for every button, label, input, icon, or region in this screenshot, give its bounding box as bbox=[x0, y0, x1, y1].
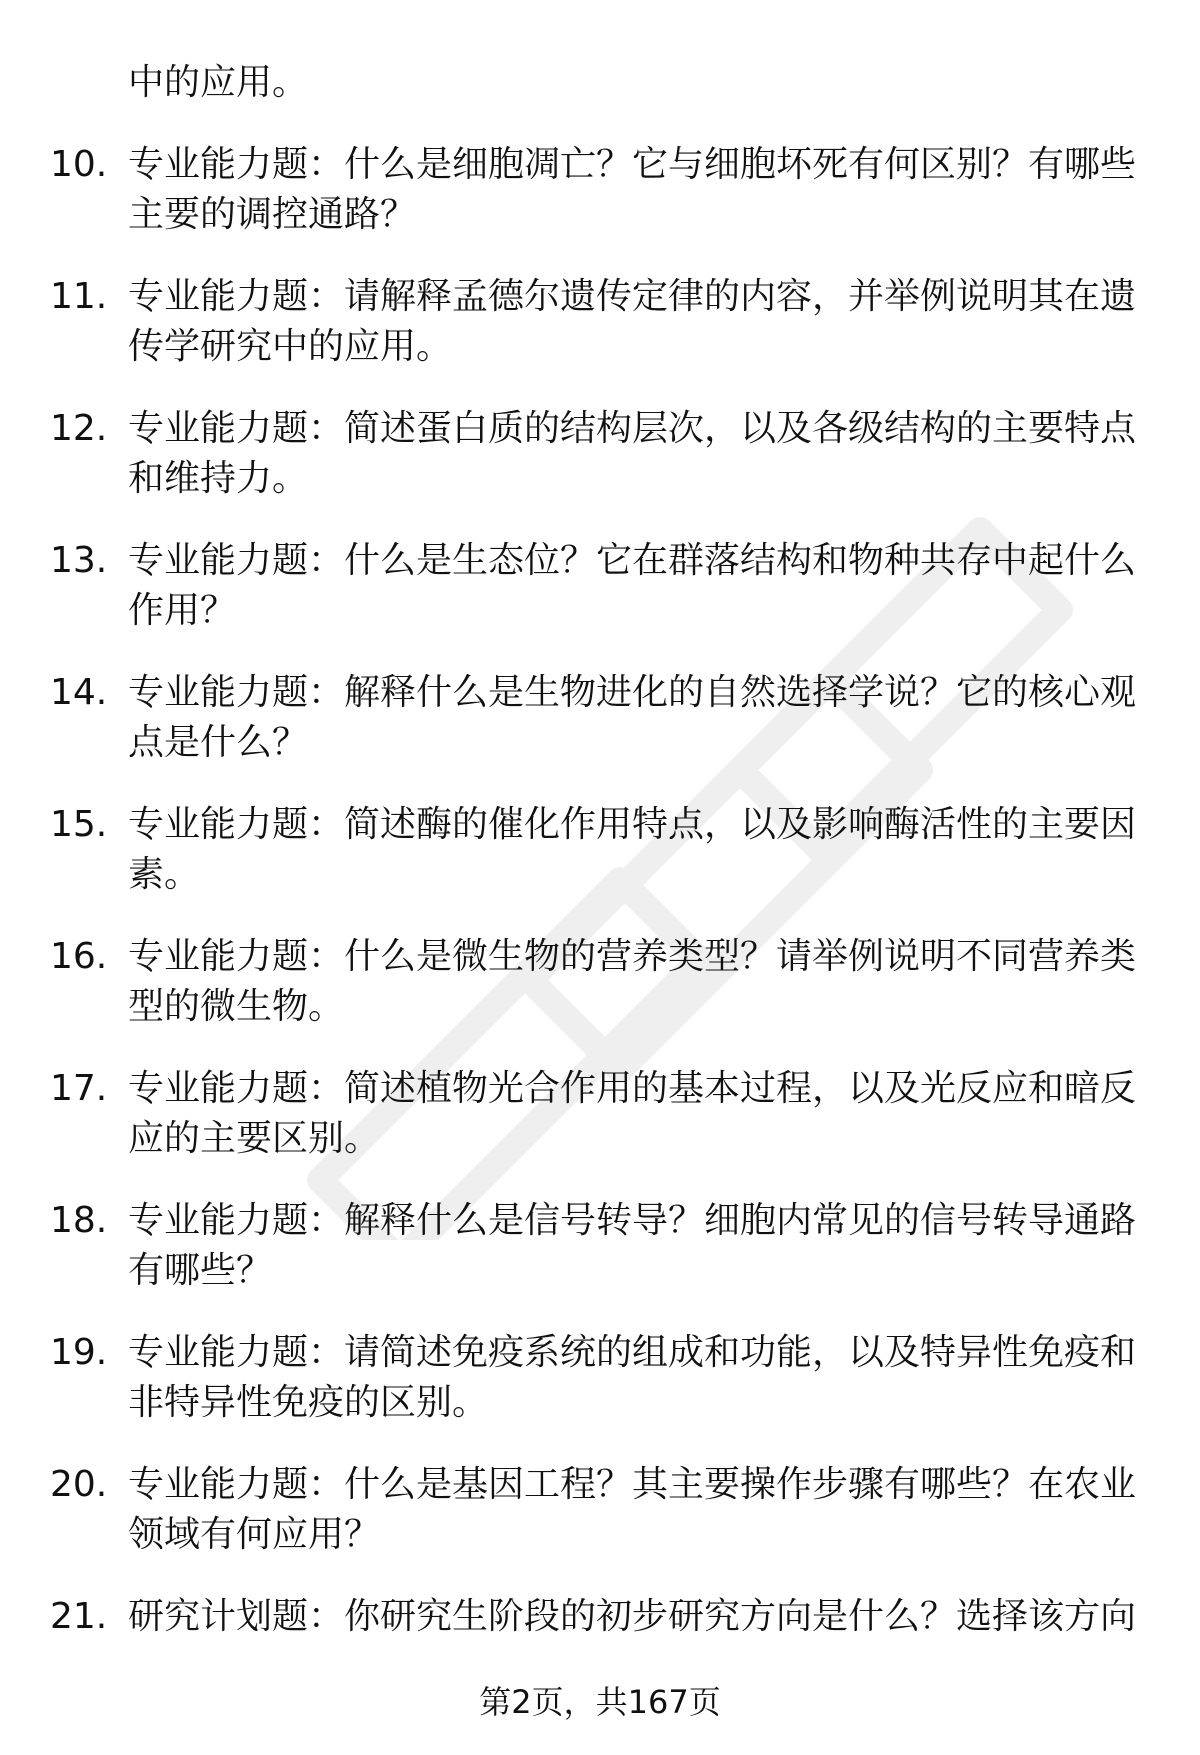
question-item bbox=[0, 1328, 1200, 1460]
question-number: 18. bbox=[50, 1200, 108, 1241]
question-number: 11. bbox=[50, 276, 108, 317]
question-item bbox=[0, 668, 1200, 800]
question-list bbox=[0, 140, 1200, 1724]
question-line: 非特异性免疫的区别。 bbox=[128, 1382, 489, 1423]
question-text bbox=[128, 1196, 1138, 1296]
question-number: 14. bbox=[50, 672, 108, 713]
question-number: 19. bbox=[50, 1332, 108, 1373]
question-number: 17. bbox=[50, 1068, 108, 1109]
page-footer: 第2页，共167页 bbox=[479, 1683, 721, 1721]
question-text bbox=[128, 140, 1138, 240]
question-item bbox=[0, 1196, 1200, 1328]
question-line: 研究计划题：你研究生阶段的初步研究方向是什么？选择该方向 bbox=[128, 1596, 1137, 1637]
question-text bbox=[128, 1328, 1138, 1428]
question-text bbox=[128, 404, 1138, 504]
question-number: 10. bbox=[50, 144, 108, 185]
question-number: 16. bbox=[50, 936, 108, 977]
question-item bbox=[0, 140, 1200, 272]
question-line: 点是什么？ bbox=[128, 722, 309, 763]
question-line: 领域有何应用？ bbox=[128, 1514, 381, 1555]
question-number: 15. bbox=[50, 804, 108, 845]
question-line: 传学研究中的应用。 bbox=[128, 326, 453, 367]
question-number: 20. bbox=[50, 1464, 108, 1505]
question-item bbox=[0, 404, 1200, 536]
question-number: 21. bbox=[50, 1596, 108, 1637]
question-line: 专业能力题：请解释孟德尔遗传定律的内容，并举例说明其在遗 bbox=[128, 276, 1137, 317]
question-line: 专业能力题：简述蛋白质的结构层次，以及各级结构的主要特点 bbox=[128, 408, 1137, 449]
question-line: 专业能力题：什么是微生物的营养类型？请举例说明不同营养类 bbox=[128, 936, 1137, 977]
question-line: 有哪些？ bbox=[128, 1250, 273, 1291]
question-line: 专业能力题：什么是生态位？它在群落结构和物种共存中起什么 bbox=[128, 540, 1137, 581]
question-item bbox=[0, 932, 1200, 1064]
question-line: 专业能力题：解释什么是生物进化的自然选择学说？它的核心观 bbox=[128, 672, 1137, 713]
question-line: 型的微生物。 bbox=[128, 986, 345, 1027]
question-line: 专业能力题：解释什么是信号转导？细胞内常见的信号转导通路 bbox=[128, 1200, 1137, 1241]
question-text bbox=[128, 272, 1138, 372]
question-line: 作用？ bbox=[128, 590, 237, 631]
question-line: 专业能力题：请简述免疫系统的组成和功能，以及特异性免疫和 bbox=[128, 1332, 1137, 1373]
question-item bbox=[0, 272, 1200, 404]
question-line: 专业能力题：简述酶的催化作用特点，以及影响酶活性的主要因 bbox=[128, 804, 1137, 845]
question-line: 专业能力题：简述植物光合作用的基本过程，以及光反应和暗反 bbox=[128, 1068, 1137, 1109]
question-line: 专业能力题：什么是基因工程？其主要操作步骤有哪些？在农业 bbox=[128, 1464, 1137, 1505]
question-text bbox=[128, 800, 1138, 900]
question-line: 和维持力。 bbox=[128, 458, 309, 499]
continuation-text: 中的应用。 bbox=[128, 62, 309, 103]
question-item bbox=[0, 1064, 1200, 1196]
question-text bbox=[128, 668, 1138, 768]
question-text bbox=[128, 1460, 1138, 1560]
question-line: 主要的调控通路？ bbox=[128, 194, 417, 235]
question-line: 应的主要区别。 bbox=[128, 1118, 381, 1159]
question-text bbox=[128, 1592, 1138, 1642]
question-line: 专业能力题：什么是细胞凋亡？它与细胞坏死有何区别？有哪些 bbox=[128, 144, 1137, 185]
question-item bbox=[0, 1460, 1200, 1592]
question-text bbox=[128, 1064, 1138, 1164]
question-text bbox=[128, 536, 1138, 636]
question-item bbox=[0, 800, 1200, 932]
question-item bbox=[0, 536, 1200, 668]
question-number: 12. bbox=[50, 408, 108, 449]
question-line: 素。 bbox=[128, 854, 201, 895]
question-text bbox=[128, 932, 1138, 1032]
question-number: 13. bbox=[50, 540, 108, 581]
